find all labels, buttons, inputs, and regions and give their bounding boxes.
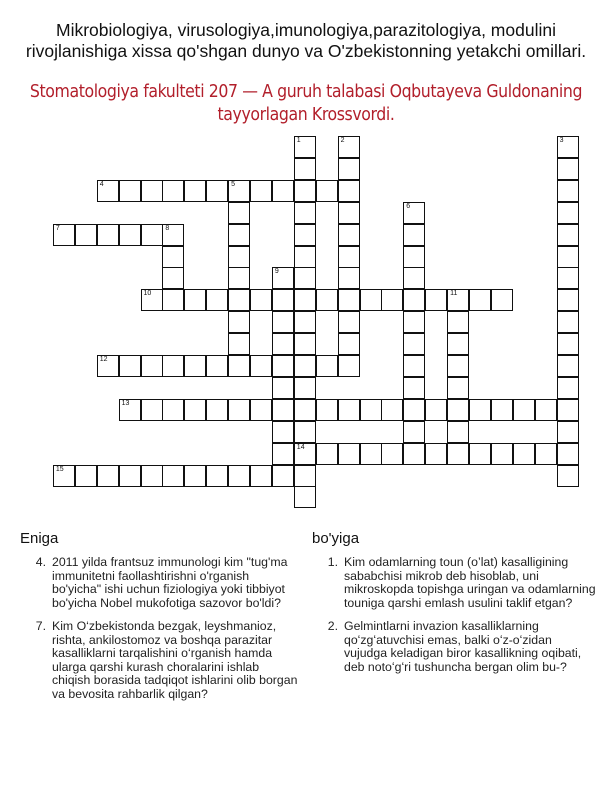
crossword-cell[interactable] — [425, 399, 447, 421]
crossword-cell[interactable] — [403, 355, 425, 377]
crossword-cell[interactable] — [119, 224, 141, 246]
crossword-cell[interactable] — [162, 267, 184, 289]
crossword-cell[interactable] — [294, 289, 316, 311]
down-clues — [312, 530, 597, 684]
crossword-cell[interactable] — [162, 180, 184, 202]
crossword-cell[interactable] — [316, 355, 338, 377]
crossword-cell[interactable] — [250, 399, 272, 421]
crossword-cell[interactable] — [228, 246, 250, 268]
crossword-cell[interactable] — [272, 355, 294, 377]
clue-text: 2011 yilda frantsuz immunologi kim "tug'ma immunitetni faollashtirishni o'rganish bo'yicha" ishi uchun fiziologiya yoki tibbiyot bo'yicha Nobel mukofotiga sazovor bo'ldi? — [52, 555, 288, 610]
crossword-cell[interactable] — [338, 202, 360, 224]
crossword-cell[interactable] — [250, 355, 272, 377]
crossword-cell[interactable] — [338, 289, 360, 311]
crossword-cell[interactable] — [228, 224, 250, 246]
cell-number: 14 — [296, 443, 305, 451]
crossword-cell[interactable] — [294, 421, 316, 443]
cell-number: 12 — [99, 356, 108, 363]
crossword-cell[interactable] — [403, 377, 425, 399]
clue-number: 1. — [327, 555, 338, 569]
crossword-cell[interactable] — [272, 399, 294, 421]
crossword-cell[interactable] — [272, 465, 294, 487]
cell-number: 13 — [121, 399, 130, 407]
crossword-cell[interactable] — [557, 267, 579, 289]
crossword-cell[interactable] — [447, 421, 469, 443]
crossword-cell[interactable] — [403, 246, 425, 268]
crossword-cell[interactable] — [557, 443, 579, 465]
crossword-cell[interactable] — [97, 180, 119, 202]
across-heading: Eniga — [20, 530, 59, 547]
crossword-cell[interactable] — [535, 399, 557, 421]
crossword-cell[interactable] — [119, 355, 141, 377]
crossword-cell[interactable] — [228, 180, 250, 202]
crossword-cell[interactable] — [316, 399, 338, 421]
crossword-cell[interactable] — [294, 443, 316, 465]
clue-item — [20, 620, 298, 701]
crossword-cell[interactable] — [272, 267, 294, 289]
crossword-cell[interactable] — [294, 180, 316, 202]
crossword-cell[interactable] — [272, 180, 294, 202]
crossword-cell[interactable] — [557, 180, 579, 202]
crossword-cell[interactable] — [447, 399, 469, 421]
crossword-cell[interactable] — [206, 289, 228, 311]
crossword-cell[interactable] — [228, 289, 250, 311]
crossword-cell[interactable] — [338, 158, 360, 180]
crossword-cell[interactable] — [403, 267, 425, 289]
crossword-cell[interactable] — [250, 180, 272, 202]
crossword-cell[interactable] — [447, 355, 469, 377]
crossword-cell[interactable] — [250, 465, 272, 487]
clue-text: Gelmintlarni invazion kasalliklarning qoʻzgʻatuvchisi emas, balki oʻz-oʻzidan vujudga keladigan biror kasallikning oqibati, deb notoʻgʻri tushuncha bergan olim bu-? — [344, 619, 582, 674]
crossword-cell[interactable] — [447, 289, 469, 311]
cell-number: 4 — [99, 180, 104, 188]
crossword-cell[interactable] — [294, 246, 316, 268]
cell-number: 1 — [296, 137, 301, 144]
crossword-cell[interactable] — [141, 224, 163, 246]
crossword-cell[interactable] — [228, 267, 250, 289]
crossword-cell[interactable] — [403, 443, 425, 465]
crossword-cell[interactable] — [162, 289, 184, 311]
crossword-cell[interactable] — [228, 311, 250, 333]
clue-text: Kim O‘zbekistonda bezgak, leyshmanioz, rishta, ankilostomoz va boshqa parazitar kasalliklarni tarqalishini o‘rganish hamda ularga qarshi kurash choralarini ishlab chiqish borasida tadqiqot ishlarini olib borgan va bevosita rahbarlik qilgan? — [52, 619, 298, 701]
crossword-cell[interactable] — [338, 246, 360, 268]
crossword-cell[interactable] — [294, 311, 316, 333]
crossword-cell[interactable] — [360, 289, 382, 311]
crossword-cell[interactable] — [557, 289, 579, 311]
crossword-cell[interactable] — [294, 486, 316, 508]
crossword-cell[interactable] — [294, 333, 316, 355]
cell-number: 7 — [55, 224, 60, 232]
clue-number: 4. — [35, 555, 46, 569]
crossword-cell[interactable] — [403, 333, 425, 355]
crossword-cell[interactable] — [272, 377, 294, 399]
clue-item — [312, 620, 597, 674]
crossword-cell[interactable] — [338, 136, 360, 158]
crossword-cell[interactable] — [425, 443, 447, 465]
crossword-cell[interactable] — [272, 443, 294, 465]
crossword-cell[interactable] — [119, 465, 141, 487]
crossword-cell[interactable] — [338, 311, 360, 333]
crossword-cell[interactable] — [338, 224, 360, 246]
crossword-cell[interactable] — [338, 333, 360, 355]
crossword-cell[interactable] — [294, 267, 316, 289]
crossword-cell[interactable] — [403, 311, 425, 333]
crossword-cell[interactable] — [338, 443, 360, 465]
crossword-cell[interactable] — [360, 399, 382, 421]
crossword-cell[interactable] — [557, 333, 579, 355]
cell-number: 5 — [231, 180, 235, 188]
page-title: Mikrobiologiya, virusologiya,imunologiya,parazitologiya, modulini rivojlanishiga xissa qo'shgan dunyo va O'zbekistonning yetakchi omillari. — [25, 20, 587, 61]
cell-number: 10 — [143, 290, 152, 298]
clue-item — [20, 556, 298, 610]
crossword-cell[interactable] — [184, 355, 206, 377]
cell-number: 8 — [165, 224, 170, 232]
crossword-cell[interactable] — [535, 443, 557, 465]
crossword-cell[interactable] — [141, 399, 163, 421]
across-clues — [20, 530, 298, 711]
clue-number: 2. — [327, 619, 338, 633]
crossword-cell[interactable] — [557, 311, 579, 333]
crossword-cell[interactable] — [272, 333, 294, 355]
crossword-cell[interactable] — [162, 355, 184, 377]
crossword-cell[interactable] — [403, 421, 425, 443]
crossword-cell[interactable] — [206, 355, 228, 377]
crossword-cell[interactable] — [162, 465, 184, 487]
crossword-cell[interactable] — [338, 267, 360, 289]
crossword-cell[interactable] — [316, 180, 338, 202]
crossword-cell[interactable] — [141, 180, 163, 202]
crossword-cell[interactable] — [403, 224, 425, 246]
crossword-cell[interactable] — [272, 421, 294, 443]
crossword-cell[interactable] — [97, 355, 119, 377]
crossword-cell[interactable] — [447, 377, 469, 399]
crossword-cell[interactable] — [491, 289, 513, 311]
cell-number: 6 — [406, 202, 411, 210]
crossword-cell[interactable] — [141, 289, 163, 311]
crossword-cell[interactable] — [206, 399, 228, 421]
crossword-cell[interactable] — [141, 355, 163, 377]
crossword-cell[interactable] — [316, 443, 338, 465]
crossword-cell[interactable] — [403, 202, 425, 224]
crossword-cell[interactable] — [294, 202, 316, 224]
crossword-cell[interactable] — [162, 246, 184, 268]
crossword-cell[interactable] — [184, 399, 206, 421]
crossword-cell[interactable] — [447, 333, 469, 355]
crossword-cell[interactable] — [403, 289, 425, 311]
crossword-cell[interactable] — [294, 224, 316, 246]
crossword-cell[interactable] — [294, 399, 316, 421]
cell-number: 2 — [340, 137, 345, 144]
crossword-cell[interactable] — [272, 289, 294, 311]
crossword-cell[interactable] — [557, 158, 579, 180]
crossword-cell[interactable] — [557, 399, 579, 421]
crossword-cell[interactable] — [513, 443, 535, 465]
crossword-cell[interactable] — [469, 289, 491, 311]
crossword-cell[interactable] — [228, 355, 250, 377]
clue-item — [312, 556, 597, 610]
crossword-cell[interactable] — [294, 355, 316, 377]
page-subtitle: Stomatologiya fakulteti 207 — A guruh talabasi Oqbutayeva Guldonaning tayyorlagan Krossvordi. — [29, 82, 583, 125]
crossword-cell[interactable] — [294, 377, 316, 399]
crossword-cell[interactable] — [403, 399, 425, 421]
crossword-cell[interactable] — [75, 224, 97, 246]
crossword-cell[interactable] — [469, 399, 491, 421]
crossword-cell[interactable] — [184, 465, 206, 487]
crossword-cell[interactable] — [119, 180, 141, 202]
crossword-cell[interactable] — [250, 289, 272, 311]
crossword-cell[interactable] — [557, 136, 579, 158]
crossword-cell[interactable] — [491, 399, 513, 421]
crossword-cell[interactable] — [557, 465, 579, 487]
crossword-cell[interactable] — [97, 465, 119, 487]
cell-number: 3 — [559, 137, 564, 144]
crossword-cell[interactable] — [557, 355, 579, 377]
cell-number: 11 — [450, 290, 458, 298]
crossword-cell[interactable] — [228, 399, 250, 421]
crossword-cell[interactable] — [557, 421, 579, 443]
crossword-cell[interactable] — [294, 465, 316, 487]
crossword-cell[interactable] — [228, 202, 250, 224]
crossword-cell[interactable] — [184, 289, 206, 311]
crossword-cell[interactable] — [557, 202, 579, 224]
crossword-cell[interactable] — [97, 224, 119, 246]
crossword-cell[interactable] — [381, 443, 403, 465]
crossword-cell[interactable] — [162, 224, 184, 246]
crossword-cell[interactable] — [75, 465, 97, 487]
crossword-cell[interactable] — [206, 465, 228, 487]
crossword-cell[interactable] — [162, 399, 184, 421]
crossword-cell[interactable] — [425, 289, 447, 311]
crossword-cell[interactable] — [294, 158, 316, 180]
crossword-cell[interactable] — [294, 136, 316, 158]
down-heading: bo'yiga — [312, 530, 360, 547]
cell-number: 15 — [55, 465, 64, 473]
crossword-cell[interactable] — [53, 465, 75, 487]
crossword-cell[interactable] — [228, 333, 250, 355]
crossword-cell[interactable] — [447, 443, 469, 465]
crossword-cell[interactable] — [513, 399, 535, 421]
crossword-cell[interactable] — [557, 246, 579, 268]
crossword-cell[interactable] — [381, 289, 403, 311]
crossword-cell[interactable] — [228, 465, 250, 487]
crossword-cell[interactable] — [491, 443, 513, 465]
crossword-cell[interactable] — [316, 289, 338, 311]
crossword-cell[interactable] — [469, 443, 491, 465]
crossword-cell[interactable] — [447, 311, 469, 333]
clue-number: 7. — [35, 619, 46, 633]
crossword-cell[interactable] — [557, 377, 579, 399]
crossword-cell[interactable] — [381, 399, 403, 421]
crossword-cell[interactable] — [119, 399, 141, 421]
crossword-cell[interactable] — [184, 180, 206, 202]
crossword-cell[interactable] — [272, 311, 294, 333]
clue-text: Kim odamlarning toun (o’lat) kasalligining sababchisi mikrob deb hisoblab, uni mikroskopda topishga uringan va odamlarning touniga qarshi emlash usulini taklif etgan? — [344, 555, 596, 610]
crossword-cell[interactable] — [338, 355, 360, 377]
crossword-cell[interactable] — [360, 443, 382, 465]
crossword-cell[interactable] — [338, 180, 360, 202]
crossword-cell[interactable] — [557, 224, 579, 246]
crossword-cell[interactable] — [206, 180, 228, 202]
crossword-cell[interactable] — [338, 399, 360, 421]
crossword-cell[interactable] — [141, 465, 163, 487]
cell-number: 9 — [274, 268, 279, 276]
crossword-cell[interactable] — [53, 224, 75, 246]
